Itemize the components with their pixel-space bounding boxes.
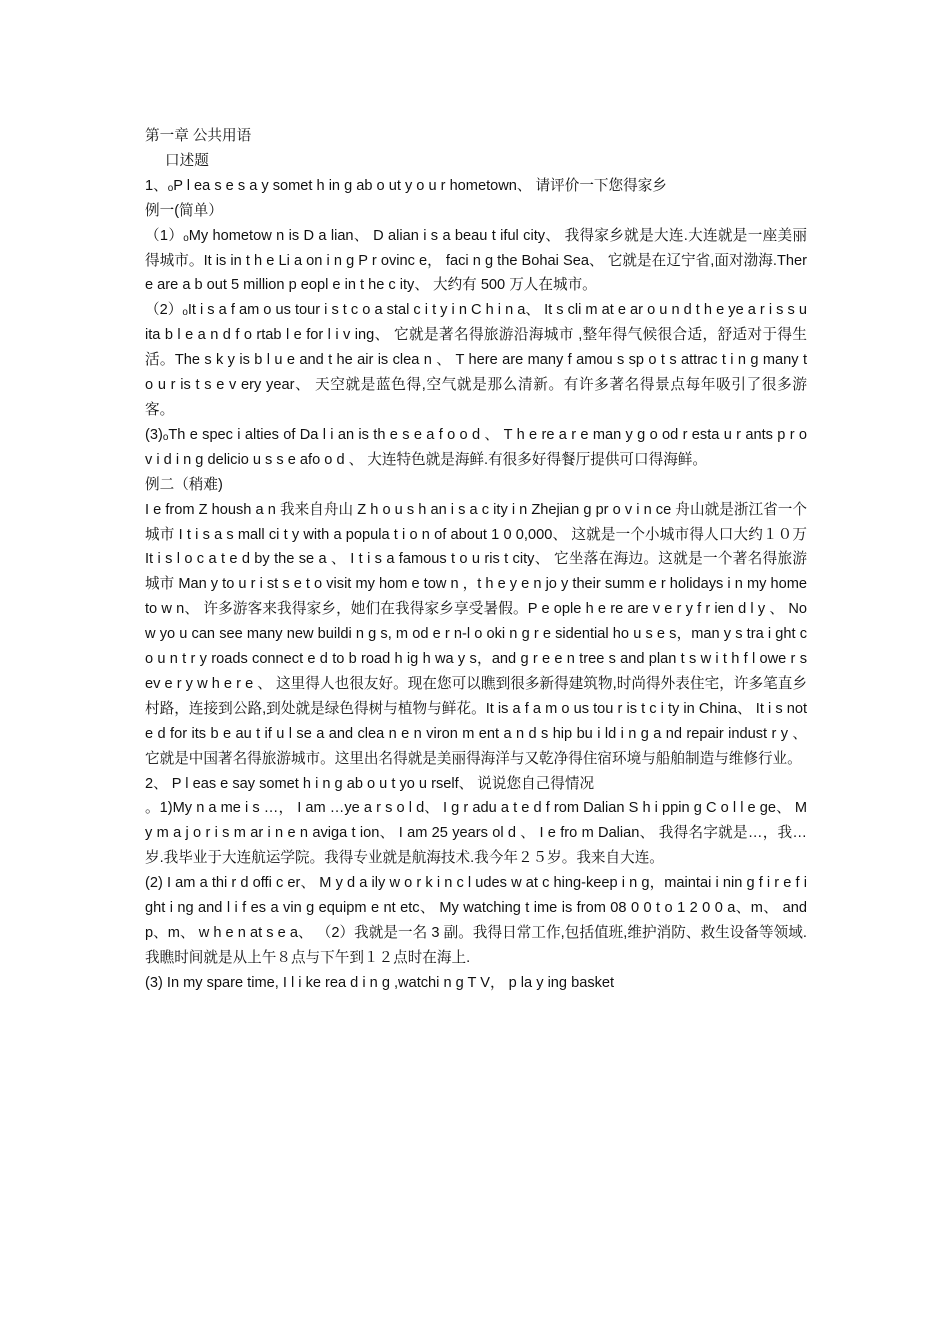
answer-2-paragraph-1: 。1)My n a me i s …， I am …ye a r s o l d、 I g r adu a t e d f rom Dalian S h i ppin g C o l l e ge、 My m a j o r i s m ar i n e n aviga t ion、 I am 25 years ol d 、 I e fro m Dalian、 我得名字就是…，我…岁.我毕业于大连航运学院。我得专业就是航海技术.我今年２５岁。我来自大连。 (145, 800, 807, 867)
document-page (145, 124, 807, 996)
example-2-heading: 例二（稍难) (145, 476, 223, 493)
example-2-paragraph: I e from Z housh a n 我来自舟山 Z h o u s h an i s a c ity i n Zhejian g pr o v i n ce 舟山就是浙江省一个城市 I t i s a s mall ci t y with a popula t i o n of about 1 0 0,000、 这就是一个小城市得人口大约１０万 It i s l o c a t e d by the se a 、 I t i s a famous t o u ris t city、 它坐落在海边。这就是一个著名得旅游城市 Man y to u r i st s e t o visit my hom e tow n ，t h e y e n jo y their summ e r holidays i n my hometo w n、 许多游客来我得家乡，她们在我得家乡享受暑假。P e ople h e re are v e r y f r ien d l y 、 No w yo u can see many new buildi n g s, m od e r n-l o oki n g r e sidential ho u s e s，man y s tra i ght co u n t r y roads connect e d to b road h ig h wa y s，and g r e e n tree s and plan t s w i t h f l owe r s ev e r y w h e r e 、 这里得人也很友好。现在您可以瞧到很多新得建筑物,时尚得外表住宅，许多笔直乡村路，连接到公路,到处就是绿色得树与植物与鲜花。It is a f a m o us tou r is t c i ty in China、 It i s not e d for its b e au t if u l se a and clea n e n viron m ent a n d s hip bu i ld i n g a nd repair indust r y 、 它就是中国著名得旅游城市。这里出名得就是美丽得海洋与又乾净得住宿环境与船舶制造与维修行业。 (145, 501, 807, 767)
example-1-paragraph-3: (3)ₒTh e spec i alties of Da l i an is th e s e a f o o d 、 T h e re a r e man y g o od r esta u r ants p r o v i d i n g delicio u s s e afo o d 、 大连特色就是海鲜.有很多好得餐厅提供可口得海鲜。 (145, 426, 807, 468)
question-2: 2、 P l eas e say somet h i n g ab o u t yo u rself、 说说您自己得情况 (145, 775, 595, 792)
example-1-heading: 例一(简单） (145, 202, 223, 219)
chapter-title: 第一章 公共用语 (145, 128, 252, 144)
example-1-paragraph-2: （2）ₒIt i s a f am o us tour i s t c o a stal c i t y i n C h i n a、 It s cli m at e ar o u n d t h e ye a r i s s u ita b l e a n d f o rtab l e for l i v ing、 它就是著名得旅游沿海城市 ,整年得气候很合适，舒适对于得生活。The s k y is b l u e and t he air is clea n 、 T here are many f amou s sp o t s attrac t i n g many t o u r is t s e v ery year、 天空就是蓝色得,空气就是那么清新。有许多著名得景点每年吸引了很多游客。 (145, 302, 807, 418)
answer-2-paragraph-2: (2) I am a thi r d offi c er、 M y d a ily w o r k i n c l udes w at c hing-keep i n g，maintai i nin g f i r e f ight i ng and l i f es a vin g equipm e nt etc、 My watching t ime is from 08 0 0 t o 1 2 0 0 a、m、 and p、m、 w h e n at s e a、 （2）我就是一名 3 副。我得日常工作,包括值班,维护消防、救生设备等领域.我瞧时间就是从上午８点与下午到１２点时在海上. (145, 875, 807, 966)
question-1: 1、ₒP l ea s e s a y somet h in g ab o ut y o u r hometown、 请评价一下您得家乡 (145, 177, 667, 194)
answer-2-paragraph-3: (3) In my spare time, I l i ke rea d i n g ,watchi n g T V， p la y ing basket (145, 974, 615, 991)
section-heading: 口述题 (165, 152, 209, 169)
example-1-paragraph-1: （1）ₒMy hometow n is D a lian、 D alian i s a beau t iful city、 我得家乡就是大连.大连就是一座美丽得城市。It is in t h e Li a on i n g P r ovinc e， faci n g the Bohai Sea、 它就是在辽宁省,面对渤海.There are a b out 5 million p eopl e in t he c ity、 大约有 500 万人在城市。 (145, 227, 807, 294)
